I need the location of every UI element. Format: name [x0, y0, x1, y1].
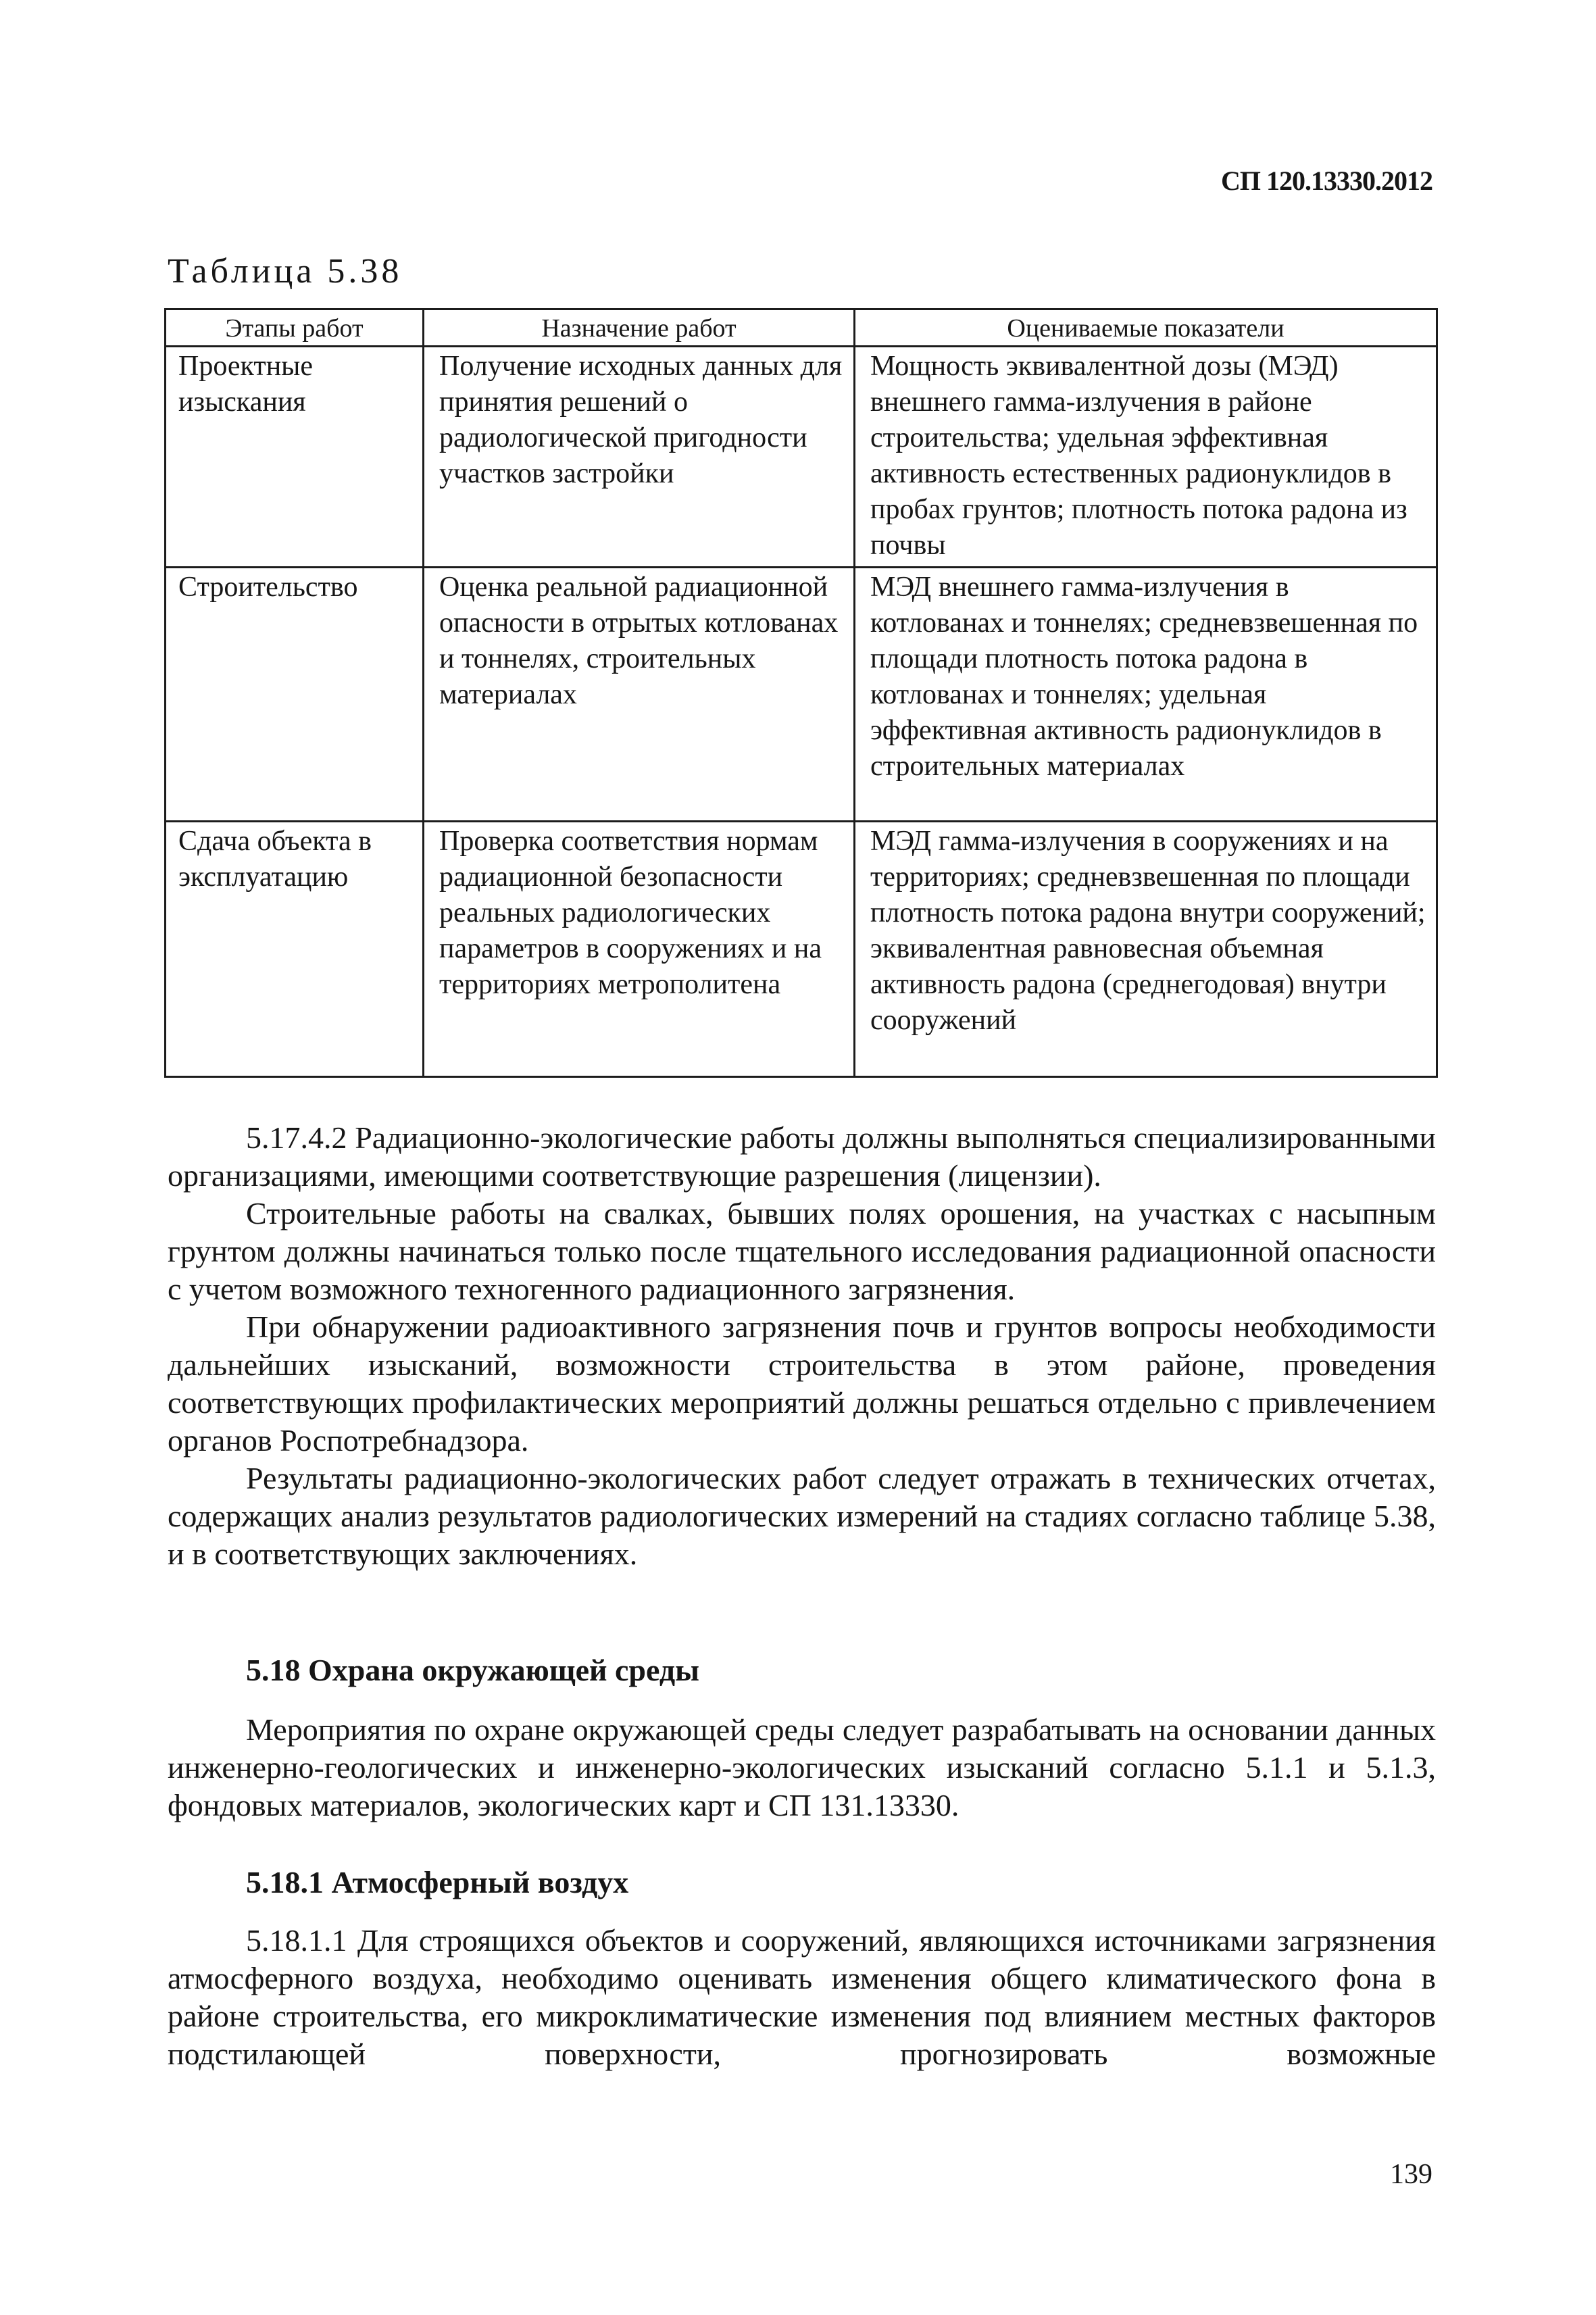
stage-cell: Проектные изыскания — [166, 347, 424, 568]
paragraph: 5.18.1.1 Для строящихся объектов и сооружений, являющихся источниками загрязнения атмосферного воздуха, необходимо оценивать изменения общего климатического фона в районе строительства, его микроклиматические изменения под влиянием местных факторов подстилающей поверхности, прогнозировать возможные — [168, 1923, 1436, 2071]
column-header-indicators: Оцениваемые показатели — [855, 309, 1437, 347]
table-caption: Таблица 5.38 — [168, 252, 403, 291]
page-number: 139 — [1390, 2159, 1432, 2190]
indicators-cell: МЭД гамма-излучения в сооружениях и на территориях; средневзвешенная по площади плотность потока радона внутри сооружений; эквивалентная равновесная объемная активность радона (среднегодовая) внутри сооружений — [855, 822, 1437, 1077]
section-5-18-text — [168, 1711, 1436, 1824]
section-heading-5-18 — [168, 1651, 1436, 1689]
table-row — [166, 568, 1437, 822]
section-heading-5-18-1 — [168, 1864, 1436, 1901]
section-5-18-1-1-text — [168, 1922, 1436, 2073]
stages-table — [164, 308, 1438, 1078]
column-header-purpose: Назначение работ — [424, 309, 855, 347]
table-header-row — [166, 309, 1437, 347]
paragraph: Результаты радиационно-экологических работ следует отражать в технических отчетах, содержащих анализ результатов радиологических измерений на стадиях согласно таблице 5.38, и в соответствующих заключениях. — [168, 1461, 1436, 1571]
heading: 5.18.1 Атмосферный воздух — [246, 1865, 629, 1899]
purpose-cell: Проверка соответствия нормам радиационной безопасности реальных радиологических параметров в сооружениях и на территориях метрополитена — [424, 822, 855, 1077]
paragraph: Строительные работы на свалках, бывших полях орошения, на участках с насыпным грунтом должны начинаться только после тщательного исследования радиационной опасности с учетом возможного техногенного радиационного загрязнения. — [168, 1196, 1436, 1306]
section-5-17-4-2-text — [168, 1119, 1436, 1573]
table-row — [166, 347, 1437, 568]
table-row — [166, 822, 1437, 1077]
purpose-cell: Получение исходных данных для принятия решений о радиологической пригодности участков застройки — [424, 347, 855, 568]
paragraph: 5.17.4.2 Радиационно-экологические работы должны выполняться специализированными организациями, имеющими соответствующие разрешения (лицензии). — [168, 1120, 1436, 1193]
purpose-cell: Оценка реальной радиационной опасности в отрытых котлованах и тоннелях, строительных материалах — [424, 568, 855, 822]
heading: 5.18 Охрана окружающей среды — [246, 1653, 699, 1687]
stage-cell: Строительство — [166, 568, 424, 822]
document-code: СП 120.13330.2012 — [1221, 166, 1432, 196]
indicators-cell: Мощность эквивалентной дозы (МЭД) внешнего гамма-излучения в районе строительства; удельная эффективная активность естественных радионуклидов в пробах грунтов; плотность потока радона из почвы — [855, 347, 1437, 568]
indicators-cell: МЭД внешнего гамма-излучения в котлованах и тоннелях; средневзвешенная по площади плотность потока радона в котлованах и тоннелях; удельная эффективная активность радионуклидов в строительных материалах — [855, 568, 1437, 822]
paragraph: При обнаружении радиоактивного загрязнения почв и грунтов вопросы необходимости дальнейших изысканий, возможности строительства в этом районе, проведения соответствующих профилактических мероприятий должны решаться отдельно с привлечением органов Роспотребнадзора. — [168, 1310, 1436, 1458]
stage-cell: Сдача объекта в эксплуатацию — [166, 822, 424, 1077]
column-header-stage: Этапы работ — [166, 309, 424, 347]
paragraph: Мероприятия по охране окружающей среды следует разрабатывать на основании данных инженерно-геологических и инженерно-экологических изысканий согласно 5.1.1 и 5.1.3, фондовых материалов, экологических карт и СП 131.13330. — [168, 1712, 1436, 1822]
